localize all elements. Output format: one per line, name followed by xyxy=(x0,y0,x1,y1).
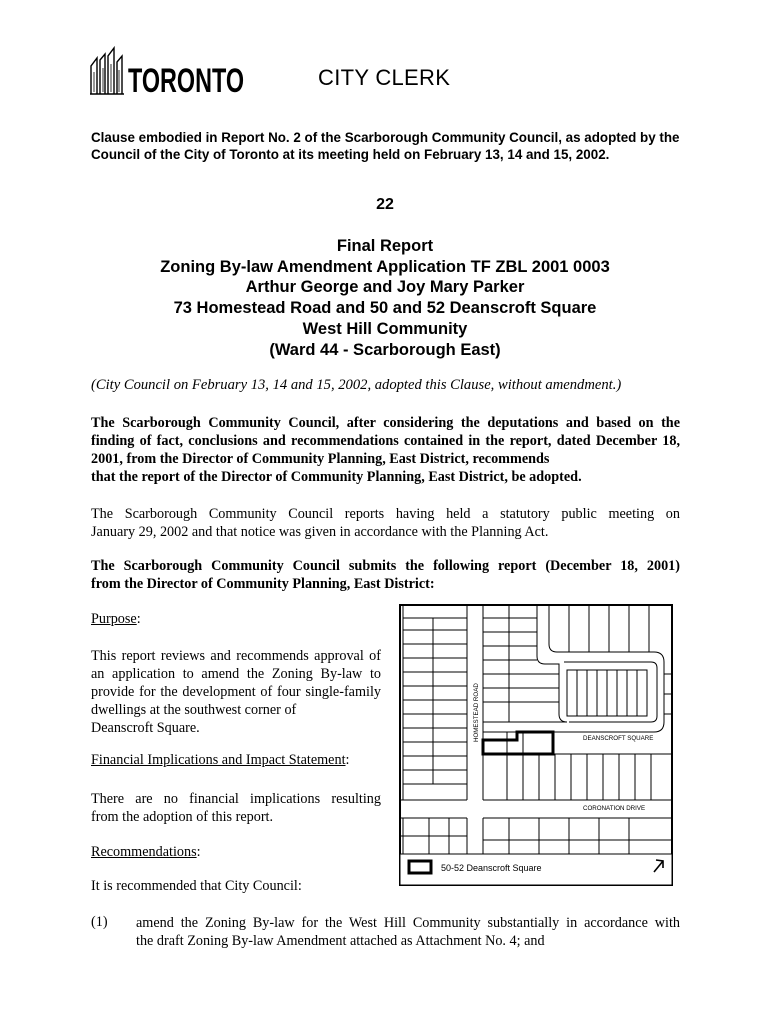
heading-colon: : xyxy=(345,752,350,768)
legend-swatch xyxy=(409,861,431,873)
title-line: 73 Homestead Road and 50 and 52 Deanscroft Square xyxy=(173,299,597,318)
heading-colon: : xyxy=(136,611,141,627)
recommendation-number: (1) xyxy=(91,914,108,930)
toronto-logo xyxy=(88,46,248,98)
heading-text: Purpose xyxy=(91,611,137,627)
paragraph-text: The Scarborough Community Council reports having held a statutory public meeting on xyxy=(91,506,680,522)
location-map xyxy=(399,604,673,886)
road-label-homestead: HOMESTEAD ROAD xyxy=(473,683,480,742)
logo-text: TORONTO xyxy=(128,62,244,100)
title-line: West Hill Community xyxy=(302,319,468,338)
statutory-meeting-paragraph xyxy=(91,505,680,541)
council-adoption-note: (City Council on February 13, 14 and 15, 2002, adopted this Clause, without amendment.) xyxy=(91,377,622,393)
city-council-intro: It is recommended that City Council: xyxy=(91,878,302,894)
title-line: Final Report xyxy=(336,237,434,255)
purpose-heading xyxy=(91,611,141,628)
paragraph-text: This report reviews and recommends approval of an application to amend the Zoning By-law to provide for the development of four single-family dwellings at the southwest corner of xyxy=(91,648,381,718)
road-label-deanscroft: DEANSCROFT SQUARE xyxy=(583,735,654,742)
financial-heading xyxy=(91,752,349,769)
paragraph-text-last: January 29, 2002 and that notice was given in accordance with the Planning Act. xyxy=(91,524,549,540)
heading-colon: : xyxy=(196,844,201,860)
paragraph-text-last: from the Director of Community Planning, East District: xyxy=(91,576,435,592)
legend-label: 50-52 Deanscroft Square xyxy=(441,863,542,873)
paragraph-text-last: from the adoption of this report. xyxy=(91,809,274,825)
submits-report-paragraph xyxy=(91,557,680,593)
paragraph-text: amend the Zoning By-law for the West Hill Community substantially in accordance with xyxy=(136,915,680,931)
recommendations-heading xyxy=(91,844,201,861)
heading-text: Financial Implications and Impact Statement xyxy=(91,752,346,768)
paragraph-text: There are no financial implications resulting xyxy=(91,791,381,807)
report-title xyxy=(0,236,770,360)
recommendation-paragraph xyxy=(91,414,680,486)
page-header-title: CITY CLERK xyxy=(318,65,451,90)
paragraph-text-last: the draft Zoning By-law Amendment attached as Attachment No. 4; and xyxy=(136,933,545,949)
paragraph-text: The Scarborough Community Council submits the following report (December 18, 2001) xyxy=(91,558,680,574)
item-number: 22 xyxy=(376,196,394,213)
purpose-text xyxy=(91,647,381,737)
heading-text: Recommendations xyxy=(91,844,197,860)
title-line: Arthur George and Joy Mary Parker xyxy=(245,278,525,297)
title-line: Zoning By-law Amendment Application TF ZBL 2001 0003 xyxy=(160,257,610,276)
title-line: (Ward 44 - Scarborough East) xyxy=(269,340,501,359)
paragraph-text-last: Deanscroft Square. xyxy=(91,720,200,736)
clause-intro: Clause embodied in Report No. 2 of the Scarborough Community Council, as adopted by the Council of the City of Toronto at its meeting held on February 13, 14 and 15, 2002. xyxy=(91,130,680,162)
paragraph-text: The Scarborough Community Council, after considering the deputations and based on the finding of fact, conclusions and recommendations contained in the report, dated December 18, 2001, from the Director of Community Planning, East District, recommends xyxy=(91,415,680,467)
recommendation-text xyxy=(136,914,680,950)
road-label-coronation: CORONATION DRIVE xyxy=(583,805,646,812)
paragraph-text-last: that the report of the Director of Community Planning, East District, be adopted. xyxy=(91,469,582,485)
financial-text xyxy=(91,790,381,826)
